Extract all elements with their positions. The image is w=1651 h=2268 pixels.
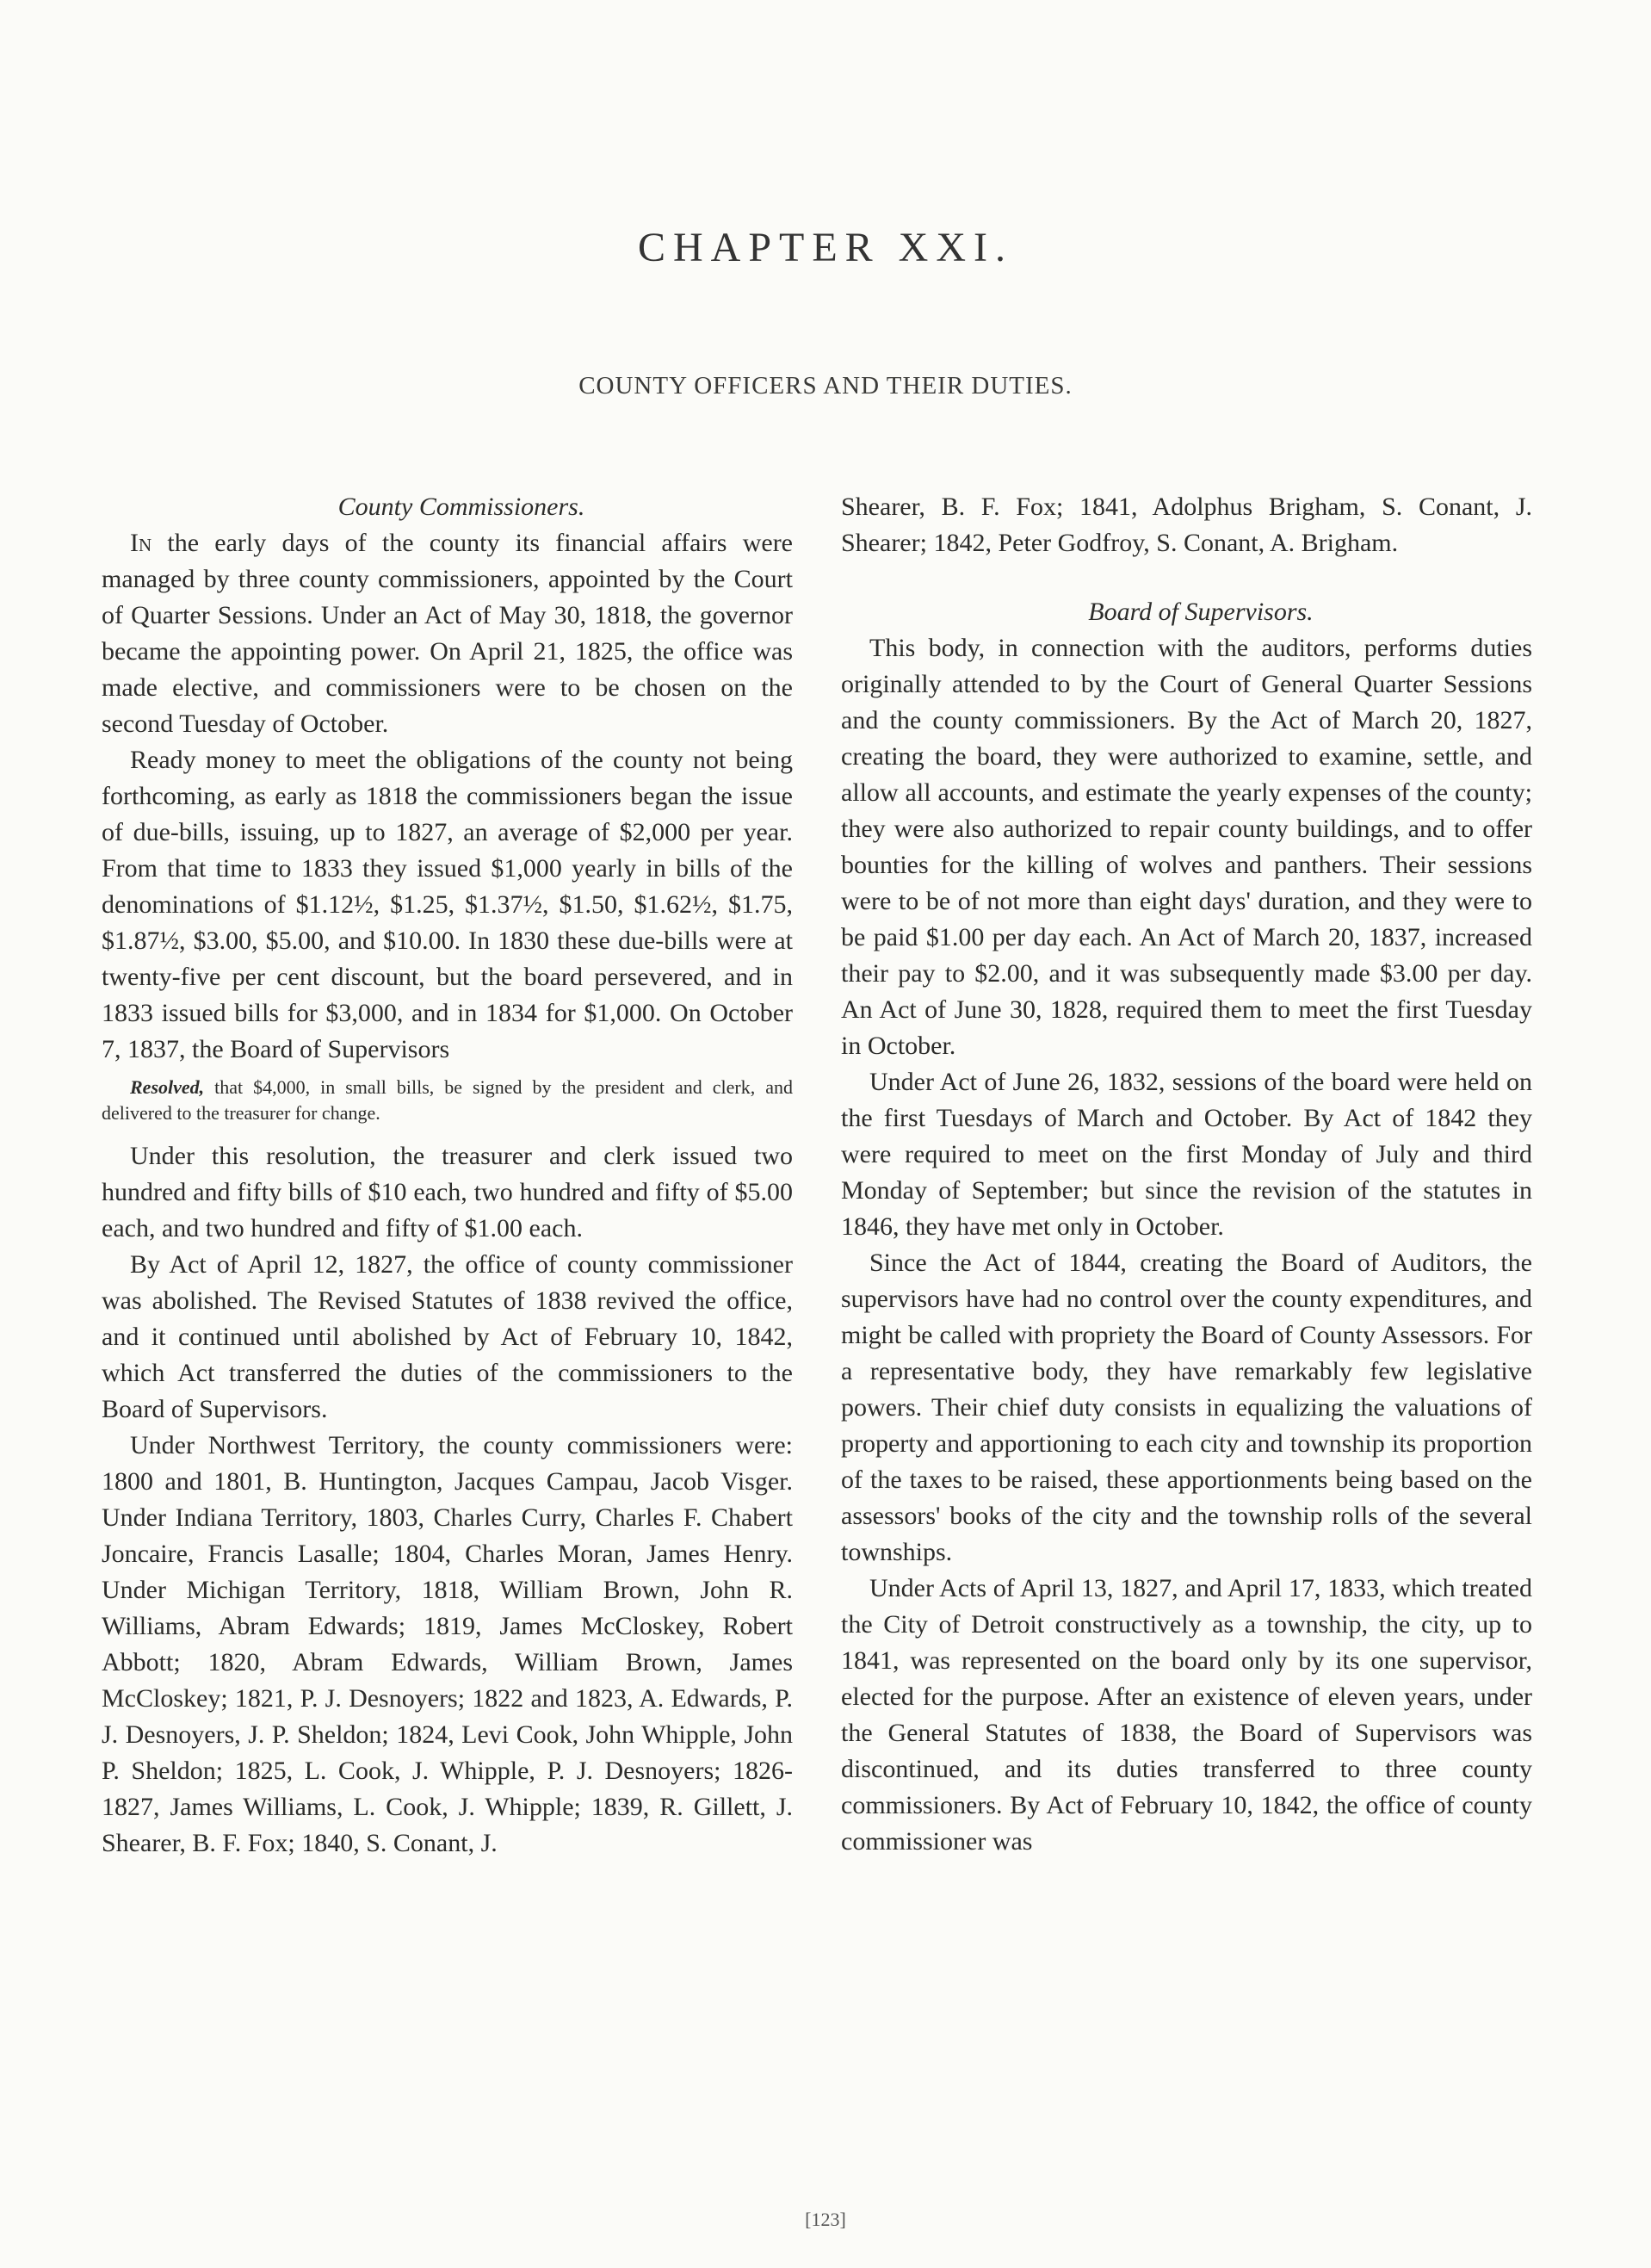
paragraph: Under Northwest Territory, the county commissioners were: 1800 and 1801, B. Huntington, Jacques Campau, Jacob Visger. Under Indiana Territory, 1803, Charles Curry, Charles F. Chabert Joncaire, Francis Lasalle; 1804, Charles Moran, James Henry. Under Michigan Territory, 1818, William Brown, John R. Williams, Abram Edwards; 1819, James McCloskey, Robert Abbott; 1820, Abram Edwards, William Brown, James McCloskey; 1821, P. J. Desnoyers; 1822 and 1823, A. Edwards, P. J. Desnoyers, J. P. Sheldon; 1824, Levi Cook, John Whipple, John P. Sheldon; 1825, L. Cook, J. Whipple, P. J. Desnoyers; 1826-1827, James Williams, L. Cook, J. Whipple; 1839, R. Gillett, J. Shearer, B. F. Fox; 1840, S. Conant, J. xyxy=(102,1431,793,1857)
resolved-word: Resolved, xyxy=(130,1076,205,1098)
resolution-quote xyxy=(102,1075,793,1126)
paragraph: Under this resolution, the treasurer and clerk issued two hundred and fifty bills of $10 each, two hundred and fifty of $5.00 each, and two hundred and fifty of $1.00 each. xyxy=(102,1142,793,1242)
chapter-title: CHAPTER XXI. xyxy=(637,225,1013,270)
paragraph: Under Act of June 26, 1832, sessions of the board were held on the first Tuesdays of March and October. By Act of 1842 they were required to meet on the first Monday of July and third Monday of September; but since the revision of the statutes in 1846, they have met only in October. xyxy=(841,1068,1532,1241)
section-heading-board-of-supervisors: Board of Supervisors. xyxy=(1088,598,1314,626)
chapter-subtitle: COUNTY OFFICERS AND THEIR DUTIES. xyxy=(578,372,1073,400)
paragraph: By Act of April 12, 1827, the office of county commissioner was abolished. The Revised Statutes of 1838 revived the office, and it continued until abolished by Act of February 10, 1842, which Act transferred the duties of the commissioners to the Board of Supervisors. xyxy=(102,1250,793,1423)
right-column xyxy=(841,489,1532,1860)
section-heading-county-commissioners: County Commissioners. xyxy=(337,493,585,521)
paragraph: Ready money to meet the obligations of the county not being forthcoming, as early as 1818 the commissioners began the issue of due-bills, issuing, up to 1827, an average of $2,000 per year. From that time to 1833 they issued $1,000 yearly in bills of the denominations of $1.12½, $1.25, $1.37½, $1.50, $1.62½, $1.75, $1.87½, $3.00, $5.00, and $10.00. In 1830 these due-bills were at twenty-five per cent discount, but the board persevered, and in 1833 issued bills for $3,000, and in 1834 for $1,000. On October 7, 1837, the Board of Supervisors xyxy=(102,746,793,1063)
left-column xyxy=(102,489,793,1862)
paragraph-continued: Shearer, B. F. Fox; 1841, Adolphus Brigham, S. Conant, J. Shearer; 1842, Peter Godfroy, S. Conant, A. Brigham. xyxy=(841,493,1532,557)
paragraph: Since the Act of 1844, creating the Board of Auditors, the supervisors have had no control over the county expenditures, and might be called with propriety the Board of County Assessors. For a representative body, they have remarkably few legislative powers. Their chief duty consists in equalizing the valuations of property and apportioning to each city and township its proportion of the taxes to be raised, these apportionments being based on the assessors' books of the city and the township rolls of the several townships. xyxy=(841,1249,1532,1566)
paragraph-text: the early days of the county its financial affairs were managed by three county commissioners, appointed by the Court of Quarter Sessions. Under an Act of May 30, 1818, the governor became the appointing power. On April 21, 1825, the office was made elective, and commissioners were to be chosen on the second Tuesday of October. xyxy=(102,529,793,738)
dropcap: In xyxy=(130,529,152,557)
page-number: [123] xyxy=(805,2209,846,2230)
resolution-text: that $4,000, in small bills, be signed by the president and clerk, and delivered to the treasurer for change. xyxy=(102,1076,793,1124)
paragraph xyxy=(102,525,793,742)
paragraph: This body, in connection with the auditors, performs duties originally attended to by the Court of General Quarter Sessions and the county commissioners. By the Act of March 20, 1827, creating the board, they were authorized to examine, settle, and allow all accounts, and estimate the yearly expenses of the county; they were also authorized to repair county buildings, and to offer bounties for the killing of wolves and panthers. Their sessions were to be of not more than eight days' duration, and they were to be paid $1.00 per day each. An Act of March 20, 1837, increased their pay to $2.00, and it was subsequently made $3.00 per day. An Act of June 30, 1828, required them to meet the first Tuesday in October. xyxy=(841,634,1532,1060)
paragraph: Under Acts of April 13, 1827, and April 17, 1833, which treated the City of Detroit constructively as a township, the city, up to 1841, was represented on the board only by its one supervisor, elected for the purpose. After an existence of eleven years, under the General Statutes of 1838, the Board of Supervisors was discontinued, and its duties transferred to three county commissioners. By Act of February 10, 1842, the office of county commissioner was xyxy=(841,1574,1532,1856)
